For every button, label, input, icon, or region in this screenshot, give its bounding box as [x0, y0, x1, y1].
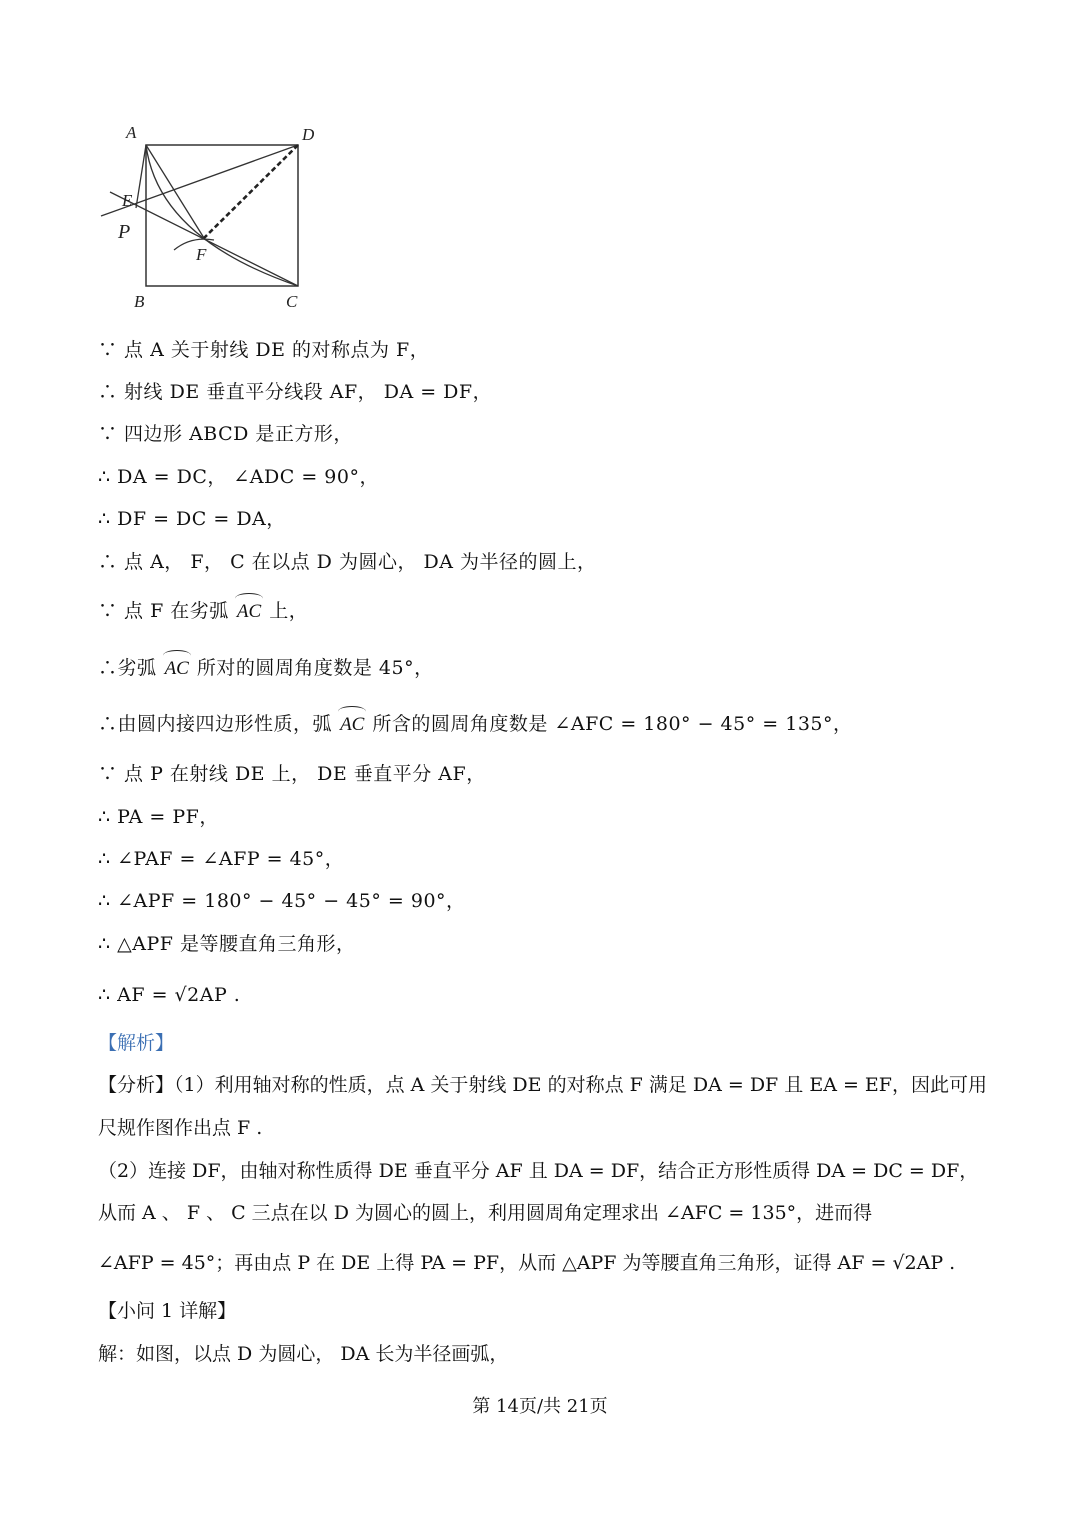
proof-line-9: ∴由圆内接四边形性质，弧 AC 所含的圆周角度数是 ∠AFC = 180° − 45° = 135°，: [98, 711, 853, 738]
segment-df-dashed: [204, 145, 298, 238]
square-diagram: [96, 118, 326, 318]
proof-line-4: ∴ DA = DC， ∠ADC = 90°，: [98, 466, 379, 488]
segment-ae: [136, 145, 146, 208]
proof-line-2: ∴ 射线 DE 垂直平分线段 AF， DA = DF，: [98, 381, 493, 403]
proof-line-6: ∴ 点 A， F， C 在以点 D 为圆心， DA 为半径的圆上，: [98, 551, 597, 573]
label-e: E: [122, 191, 133, 210]
proof-line-8: ∴劣弧 AC 所对的圆周角度数是 45°，: [98, 655, 434, 682]
analysis-p1-line2: 尺规作图作出点 F .: [98, 1117, 263, 1139]
proof-line-10: ∵ 点 P 在射线 DE 上， DE 垂直平分 AF，: [98, 763, 486, 785]
proof-line-12: ∴ ∠PAF = ∠AFP = 45°，: [98, 848, 345, 870]
proof-line-1: ∵ 点 A 关于射线 DE 的对称点为 F，: [98, 339, 430, 361]
arc-ac-symbol: AC: [235, 599, 263, 625]
label-b: B: [134, 292, 145, 311]
analysis-heading: 【解析】: [98, 1032, 175, 1054]
page-footer: 第 14页/共 21页: [472, 1396, 608, 1417]
arc-ac: [146, 145, 298, 286]
analysis-p2-line1: （2）连接 DF，由轴对称性质得 DE 垂直平分 AF 且 DA = DF，结合正方形性质得 DA = DC = DF，: [98, 1160, 979, 1182]
subquestion-heading: 【小问 1 详解】: [98, 1300, 237, 1322]
analysis-p2-line3: ∠AFP = 45°；再由点 P 在 DE 上得 PA = PF，从而 △APF 为等腰直角三角形，证得 AF = √2AP .: [98, 1252, 956, 1274]
proof-line-14: ∴ △APF 是等腰直角三角形，: [98, 933, 356, 955]
subquestion-line: 解：如图，以点 D 为圆心， DA 长为半径画弧，: [98, 1343, 509, 1365]
proof-line-7: ∵ 点 F 在劣弧 AC 上，: [98, 598, 308, 625]
label-c: C: [286, 292, 298, 311]
label-p: P: [118, 221, 131, 243]
analysis-p2-line2: 从而 A 、 F 、 C 三点在以 D 为圆心的圆上，利用圆周角定理求出 ∠AFC = 135°，进而得: [98, 1202, 873, 1224]
proof-line-15: ∴ AF = √2AP .: [98, 984, 241, 1006]
arc-ac-symbol: AC: [338, 712, 366, 738]
label-d: D: [302, 125, 315, 144]
geometry-figure: [96, 118, 326, 318]
proof-line-11: ∴ PA = PF，: [98, 806, 219, 828]
square-abcd: [146, 145, 298, 286]
proof-line-3: ∵ 四边形 ABCD 是正方形，: [98, 423, 353, 445]
label-a: A: [126, 123, 137, 142]
arc-ac-symbol: AC: [163, 656, 191, 682]
analysis-p1-line1: 【分析】（1）利用轴对称的性质，点 A 关于射线 DE 的对称点 F 满足 DA = DF 且 EA = EF，因此可用: [98, 1074, 987, 1096]
proof-line-5: ∴ DF = DC = DA，: [98, 508, 286, 530]
proof-line-13: ∴ ∠APF = 180° − 45° − 45° = 90°，: [98, 890, 466, 912]
label-f: F: [196, 245, 207, 264]
